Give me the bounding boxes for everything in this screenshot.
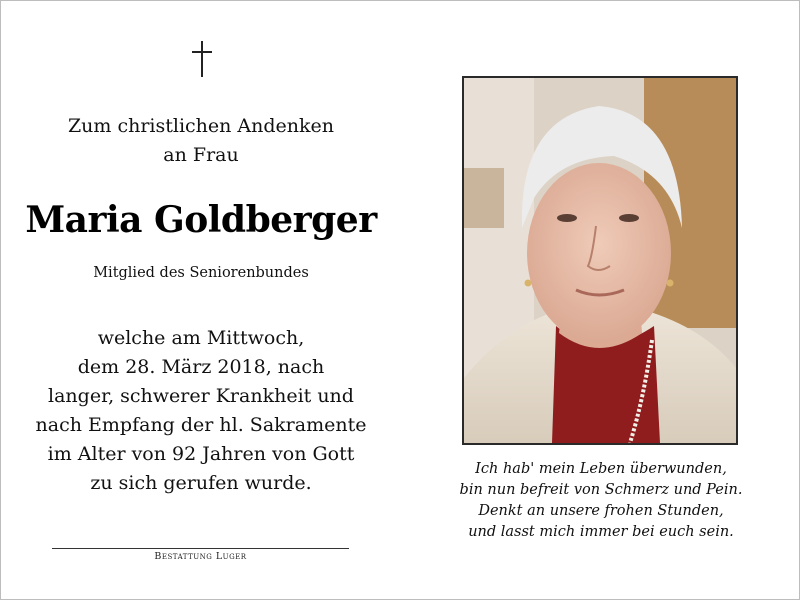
death-notice-line: nach Empfang der hl. Sakramente [35, 414, 367, 436]
death-notice-line: dem 28. März 2018, nach [77, 356, 325, 378]
verse-line: Denkt an unsere frohen Stunden, [478, 503, 724, 519]
undertaker-name: Bestattung Luger [154, 551, 247, 562]
verse-line: und lasst mich immer bei euch sein. [468, 524, 734, 540]
face-shape [527, 163, 671, 343]
intro-line-1: Zum christlichen Andenken [67, 115, 335, 137]
cross-icon [192, 41, 212, 77]
death-notice-line: im Alter von 92 Jahren von Gott [47, 443, 355, 465]
portrait-illustration [464, 78, 736, 443]
membership-line: Mitglied des Seniorenbundes [93, 265, 309, 281]
verse [431, 459, 771, 543]
portrait-photo [462, 76, 738, 445]
verse-line: bin nun befreit von Schmerz und Pein. [459, 482, 743, 498]
divider [52, 548, 349, 549]
deceased-name: Maria Goldberger [25, 199, 377, 241]
death-notice-line: langer, schwerer Krankheit und [48, 385, 354, 407]
death-notice-line: zu sich gerufen wurde. [90, 472, 312, 494]
death-notice [1, 324, 401, 498]
intro-line-2: an Frau [163, 144, 239, 166]
verse-line: Ich hab' mein Leben überwunden, [475, 461, 727, 477]
death-notice-line: welche am Mittwoch, [97, 327, 305, 349]
